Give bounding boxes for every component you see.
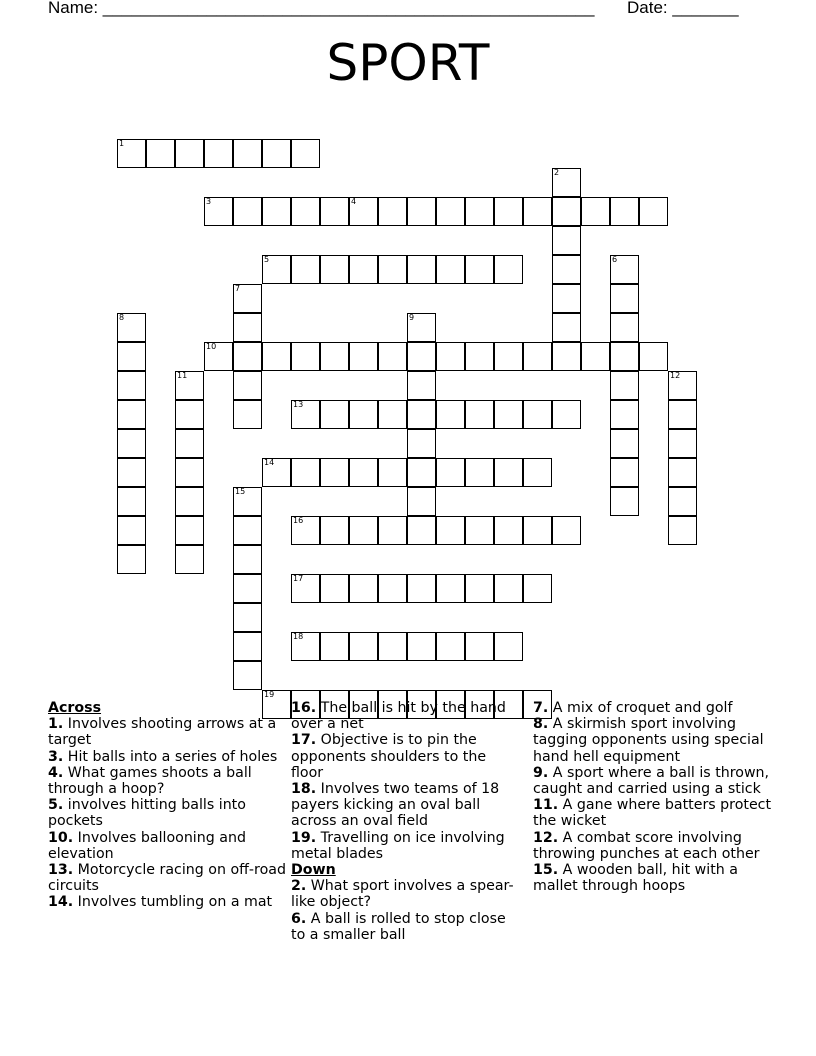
grid-cell[interactable]: [494, 255, 523, 284]
grid-cell[interactable]: [523, 342, 552, 371]
grid-cell[interactable]: [320, 400, 349, 429]
clue-number-label: 3.: [48, 748, 64, 765]
clue-item: [533, 797, 773, 829]
grid-cell[interactable]: [378, 458, 407, 487]
grid-cell[interactable]: [117, 400, 146, 429]
grid-cell[interactable]: [320, 632, 349, 661]
grid-cell[interactable]: [233, 139, 262, 168]
grid-cell[interactable]: [581, 197, 610, 226]
grid-cell[interactable]: [407, 458, 436, 487]
grid-cell[interactable]: [349, 574, 378, 603]
clue-text: What sport involves a spear-like object?: [291, 878, 514, 911]
clue-text: A wooden ball, hit with a mallet through hoops: [533, 862, 738, 895]
grid-cell[interactable]: [204, 197, 233, 226]
grid-cell[interactable]: [407, 400, 436, 429]
grid-cell[interactable]: [378, 632, 407, 661]
grid-cell[interactable]: [552, 226, 581, 255]
date-field-label: Date: _______: [627, 0, 739, 17]
grid-cell[interactable]: [494, 400, 523, 429]
clue-text: Involves shooting arrows at a target: [48, 716, 277, 749]
grid-cell[interactable]: [494, 632, 523, 661]
clue-number-label: 14.: [48, 894, 74, 911]
clue-item: [533, 765, 773, 797]
grid-cell[interactable]: [465, 400, 494, 429]
clue-number-label: 17.: [291, 732, 317, 749]
clue-item: [291, 781, 521, 830]
grid-cell[interactable]: [117, 342, 146, 371]
clues-column-2: [291, 700, 521, 943]
clue-item: [291, 700, 521, 732]
grid-cell[interactable]: [552, 168, 581, 197]
grid-cell[interactable]: [407, 429, 436, 458]
grid-cell[interactable]: [233, 545, 262, 574]
grid-cell[interactable]: [668, 487, 697, 516]
grid-cell[interactable]: [494, 574, 523, 603]
clue-text: A skirmish sport involving tagging opponents using special hand hell equipment: [533, 716, 764, 765]
across-clue-list-2: [291, 700, 521, 862]
grid-cell[interactable]: [552, 400, 581, 429]
grid-cell[interactable]: [262, 255, 291, 284]
grid-cell[interactable]: [407, 313, 436, 342]
grid-cell[interactable]: [639, 342, 668, 371]
grid-cell[interactable]: [523, 458, 552, 487]
grid-cell[interactable]: [610, 255, 639, 284]
grid-cell[interactable]: [175, 545, 204, 574]
clue-text: A sport where a ball is thrown, caught and carried using a stick: [533, 764, 770, 798]
grid-cell[interactable]: [552, 197, 581, 226]
clues-column-3: [533, 700, 773, 894]
grid-cell[interactable]: [117, 545, 146, 574]
clue-text: A ball is rolled to stop close to a smaller ball: [291, 910, 506, 943]
clue-item: [48, 797, 286, 829]
clue-number: 16: [293, 516, 304, 525]
grid-cell[interactable]: [436, 574, 465, 603]
grid-cell[interactable]: [581, 342, 610, 371]
grid-cell[interactable]: [291, 139, 320, 168]
grid-cell[interactable]: [465, 255, 494, 284]
grid-cell[interactable]: [436, 632, 465, 661]
clue-text: Objective is to pin the opponents shoulders to the floor: [291, 732, 487, 781]
grid-cell[interactable]: [233, 661, 262, 690]
grid-cell[interactable]: [233, 197, 262, 226]
grid-cell[interactable]: [610, 342, 639, 371]
grid-cell[interactable]: [523, 516, 552, 545]
clue-number: 10: [206, 342, 217, 351]
clue-number-label: 6.: [291, 910, 307, 927]
clue-number: 7: [235, 284, 241, 293]
grid-cell[interactable]: [523, 197, 552, 226]
grid-cell[interactable]: [175, 400, 204, 429]
clue-text: Hit balls into a series of holes: [67, 748, 278, 765]
grid-cell[interactable]: [407, 371, 436, 400]
grid-cell[interactable]: [291, 400, 320, 429]
grid-cell[interactable]: [117, 371, 146, 400]
clue-item: [533, 830, 773, 862]
grid-cell[interactable]: [610, 284, 639, 313]
grid-cell[interactable]: [494, 516, 523, 545]
grid-cell[interactable]: [436, 516, 465, 545]
clue-number: 1: [119, 139, 125, 148]
grid-cell[interactable]: [494, 458, 523, 487]
clue-number: 2: [554, 168, 560, 177]
grid-cell[interactable]: [436, 197, 465, 226]
grid-cell[interactable]: [552, 255, 581, 284]
clue-number-label: 2.: [291, 878, 307, 895]
clue-number-label: 13.: [48, 862, 74, 879]
clue-number: 6: [612, 255, 618, 264]
grid-cell[interactable]: [233, 632, 262, 661]
clue-item: [48, 716, 286, 748]
down-clue-list-1: [291, 878, 521, 943]
grid-cell[interactable]: [610, 458, 639, 487]
grid-cell[interactable]: [117, 429, 146, 458]
grid-cell[interactable]: [465, 574, 494, 603]
clue-number: 15: [235, 487, 246, 496]
down-clue-list-2: [533, 700, 773, 894]
clue-number: 19: [264, 690, 275, 699]
grid-cell[interactable]: [233, 371, 262, 400]
grid-cell[interactable]: [436, 255, 465, 284]
clue-text: A combat score involving throwing punches at each other: [533, 829, 760, 862]
clue-text: A mix of croquet and golf: [552, 700, 733, 716]
clue-number: 9: [409, 313, 415, 322]
clue-text: A gane where batters protect the wicket: [533, 797, 772, 830]
grid-cell[interactable]: [117, 139, 146, 168]
grid-cell[interactable]: [291, 516, 320, 545]
grid-cell[interactable]: [349, 516, 378, 545]
clue-number-label: 8.: [533, 716, 549, 733]
puzzle-title: SPORT: [326, 34, 490, 92]
grid-cell[interactable]: [175, 516, 204, 545]
grid-cell[interactable]: [320, 255, 349, 284]
grid-cell[interactable]: [407, 632, 436, 661]
grid-cell[interactable]: [349, 458, 378, 487]
clue-text: Motorcycle racing on off-road circuits: [48, 862, 286, 895]
clue-item: [533, 862, 773, 894]
grid-cell[interactable]: [378, 516, 407, 545]
grid-cell[interactable]: [610, 487, 639, 516]
clue-number-label: 15.: [533, 862, 559, 879]
grid-cell[interactable]: [175, 458, 204, 487]
grid-cell[interactable]: [610, 400, 639, 429]
grid-cell[interactable]: [233, 342, 262, 371]
grid-cell[interactable]: [320, 574, 349, 603]
grid-cell[interactable]: [349, 255, 378, 284]
grid-cell[interactable]: [291, 458, 320, 487]
grid-cell[interactable]: [320, 458, 349, 487]
clue-number-label: 12.: [533, 829, 559, 846]
clue-text: What games shoots a ball through a hoop?: [48, 764, 252, 798]
grid-cell[interactable]: [349, 197, 378, 226]
grid-cell[interactable]: [262, 342, 291, 371]
clue-number-label: 10.: [48, 829, 74, 846]
clue-text: Involves ballooning and elevation: [48, 829, 246, 862]
grid-cell[interactable]: [262, 458, 291, 487]
clue-item: [48, 830, 286, 862]
grid-cell[interactable]: [407, 574, 436, 603]
grid-cell[interactable]: [320, 342, 349, 371]
across-heading: Across: [48, 700, 102, 716]
clue-item: [533, 716, 773, 765]
clue-text: involves hitting balls into pockets: [48, 797, 246, 830]
grid-cell[interactable]: [465, 458, 494, 487]
grid-cell[interactable]: [262, 139, 291, 168]
grid-cell[interactable]: [465, 197, 494, 226]
grid-cell[interactable]: [233, 603, 262, 632]
grid-cell[interactable]: [378, 342, 407, 371]
grid-cell[interactable]: [407, 516, 436, 545]
grid-cell[interactable]: [291, 632, 320, 661]
clues-column-1: [48, 700, 286, 911]
grid-cell[interactable]: [349, 632, 378, 661]
grid-cell[interactable]: [494, 342, 523, 371]
grid-cell[interactable]: [552, 313, 581, 342]
grid-cell[interactable]: [378, 574, 407, 603]
grid-cell[interactable]: [378, 400, 407, 429]
clue-text: Involves tumbling on a mat: [77, 894, 273, 911]
down-heading: Down: [291, 862, 336, 879]
grid-cell[interactable]: [233, 400, 262, 429]
grid-cell[interactable]: [668, 429, 697, 458]
grid-cell[interactable]: [233, 284, 262, 313]
clue-item: [48, 894, 286, 910]
grid-cell[interactable]: [378, 197, 407, 226]
grid-cell[interactable]: [523, 574, 552, 603]
grid-cell[interactable]: [436, 342, 465, 371]
clue-number-label: 16.: [291, 700, 317, 716]
clue-item: [48, 765, 286, 797]
grid-cell[interactable]: [291, 255, 320, 284]
grid-cell[interactable]: [117, 313, 146, 342]
clue-item: [533, 700, 773, 716]
clue-number-label: 18.: [291, 781, 317, 798]
grid-cell[interactable]: [552, 342, 581, 371]
clue-number-label: 4.: [48, 764, 64, 781]
grid-cell[interactable]: [117, 487, 146, 516]
grid-cell[interactable]: [291, 574, 320, 603]
grid-cell[interactable]: [436, 458, 465, 487]
grid-cell[interactable]: [523, 400, 552, 429]
grid-cell[interactable]: [320, 516, 349, 545]
grid-cell[interactable]: [610, 313, 639, 342]
grid-cell[interactable]: [465, 516, 494, 545]
clue-number-label: 1.: [48, 716, 64, 733]
grid-cell[interactable]: [610, 429, 639, 458]
across-clue-list-1: [48, 716, 286, 910]
clue-item: [48, 749, 286, 765]
grid-cell[interactable]: [639, 197, 668, 226]
clue-number: 8: [119, 313, 125, 322]
grid-cell[interactable]: [407, 342, 436, 371]
clue-number: 13: [293, 400, 304, 409]
grid-cell[interactable]: [610, 197, 639, 226]
grid-cell[interactable]: [291, 342, 320, 371]
grid-cell[interactable]: [262, 197, 291, 226]
clue-item: [291, 732, 521, 781]
grid-cell[interactable]: [378, 255, 407, 284]
grid-cell[interactable]: [349, 342, 378, 371]
clue-item: [48, 862, 286, 894]
clue-item: [291, 911, 521, 943]
grid-cell[interactable]: [175, 429, 204, 458]
clue-number: 4: [351, 197, 357, 206]
clue-number-label: 19.: [291, 829, 317, 846]
grid-cell[interactable]: [291, 197, 320, 226]
grid-cell[interactable]: [233, 487, 262, 516]
grid-cell[interactable]: [320, 197, 349, 226]
clue-number: 18: [293, 632, 304, 641]
grid-cell[interactable]: [117, 458, 146, 487]
grid-cell[interactable]: [175, 371, 204, 400]
clue-item: [291, 878, 521, 910]
grid-cell[interactable]: [465, 342, 494, 371]
clue-number: 17: [293, 574, 304, 583]
grid-cell[interactable]: [494, 197, 523, 226]
grid-cell[interactable]: [668, 458, 697, 487]
grid-cell[interactable]: [204, 342, 233, 371]
clue-text: Travelling on ice involving metal blades: [291, 829, 505, 862]
grid-cell[interactable]: [233, 313, 262, 342]
grid-cell[interactable]: [668, 400, 697, 429]
grid-cell[interactable]: [552, 516, 581, 545]
grid-cell[interactable]: [465, 632, 494, 661]
clue-item: [291, 830, 521, 862]
clue-number: 3: [206, 197, 212, 206]
clue-number: 14: [264, 458, 275, 467]
grid-cell[interactable]: [349, 400, 378, 429]
grid-cell[interactable]: [407, 255, 436, 284]
grid-cell[interactable]: [436, 400, 465, 429]
clue-number-label: 9.: [533, 764, 549, 781]
grid-cell[interactable]: [668, 516, 697, 545]
clue-text: Involves two teams of 18 payers kicking an oval ball across an oval field: [291, 781, 500, 830]
grid-cell[interactable]: [552, 284, 581, 313]
grid-cell[interactable]: [146, 139, 175, 168]
grid-cell[interactable]: [668, 371, 697, 400]
grid-cell[interactable]: [233, 574, 262, 603]
name-field-label: Name: ____________________________________________________: [48, 0, 595, 17]
clue-number-label: 5.: [48, 797, 64, 814]
grid-cell[interactable]: [407, 487, 436, 516]
grid-cell[interactable]: [175, 139, 204, 168]
grid-cell[interactable]: [117, 516, 146, 545]
clue-number: 5: [264, 255, 270, 264]
clue-text: The ball is hit by the hand over a net: [291, 700, 506, 733]
clue-number-label: 11.: [533, 797, 559, 814]
grid-cell[interactable]: [407, 197, 436, 226]
grid-cell[interactable]: [610, 371, 639, 400]
grid-cell[interactable]: [204, 139, 233, 168]
clue-number: 11: [177, 371, 188, 380]
grid-cell[interactable]: [233, 516, 262, 545]
clue-number-label: 7.: [533, 700, 549, 716]
grid-cell[interactable]: [175, 487, 204, 516]
clue-number: 12: [670, 371, 681, 380]
